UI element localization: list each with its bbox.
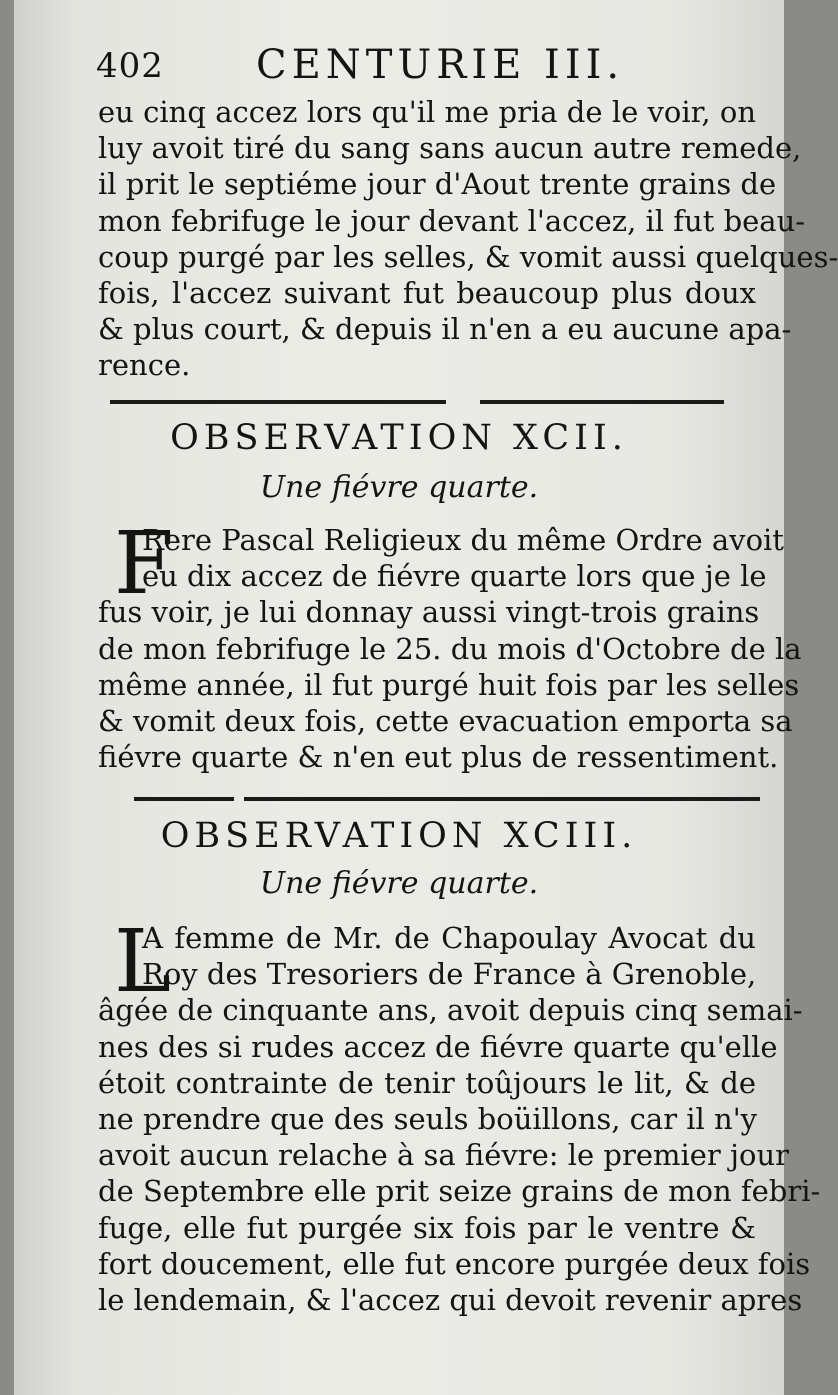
text-line: âgée de cinquante ans, avoit depuis cinq semai- — [98, 993, 803, 1028]
text-line: luy avoit tiré du sang sans aucun autre remede, — [98, 131, 802, 166]
text-line: ne prendre que des seuls boüillons, car il n'y — [98, 1102, 758, 1137]
observation-title: OBSERVATION XCIII. — [160, 816, 638, 856]
text-line: même année, il fut purgé huit fois par les selles — [98, 667, 800, 702]
section-rule — [134, 797, 234, 801]
text-line: étoit contrainte de tenir toûjours le lit, & de — [98, 1065, 756, 1100]
continuation-paragraph — [98, 94, 838, 384]
text-line: rence. — [98, 348, 191, 383]
text-line: fus voir, je lui donnay aussi vingt-trois grains — [98, 595, 760, 630]
text-line: Roy des Tresoriers de France à Grenoble, — [142, 957, 757, 992]
drop-cap: L — [114, 912, 172, 1012]
text-line: eu cinq accez lors qu'il me pria de le voir, on — [98, 95, 756, 129]
text-line: fuge, elle fut purgée six fois par le ventre & — [98, 1210, 756, 1245]
book-page — [14, 0, 838, 1395]
observation-paragraph — [98, 514, 802, 775]
observation-paragraph — [98, 912, 821, 1318]
text-line: & vomit deux fois, cette evacuation emporta sa — [98, 704, 793, 739]
text-line: nes des si rudes accez de fiévre quarte qu'elle — [98, 1029, 778, 1064]
text-line: & plus court, & depuis il n'en a eu aucune apa- — [98, 312, 792, 347]
section-rule — [110, 400, 446, 404]
observation-subtitle: Une fiévre quarte. — [259, 470, 539, 505]
text-line: de Septembre elle prit seize grains de mon febri- — [98, 1174, 821, 1209]
text-line: mon febrifuge le jour devant l'accez, il fut beau- — [98, 203, 806, 238]
drop-cap: F — [114, 514, 174, 614]
text-line: fois, l'accez suivant fut beaucoup plus doux — [98, 276, 756, 311]
text-line: le lendemain, & l'accez qui devoit revenir apres — [98, 1283, 803, 1318]
section-rule — [244, 797, 760, 801]
observation-subtitle: Une fiévre quarte. — [259, 866, 539, 901]
text-line: coup purgé par les selles, & vomit aussi quelques- — [98, 239, 838, 274]
text-line: avoit aucun relache à sa fiévre: le premier jour — [98, 1138, 790, 1173]
text-line: A femme de Mr. de Chapoulay Avocat du — [142, 921, 756, 955]
page-header — [96, 38, 776, 94]
text-line: eu dix accez de fiévre quarte lors que je le — [142, 559, 767, 594]
section-rule — [480, 400, 724, 404]
text-line: fort doucement, elle fut encore purgée deux fois — [98, 1246, 811, 1281]
text-line: de mon febrifuge le 25. du mois d'Octobre de la — [98, 631, 802, 666]
text-line: il prit le septiéme jour d'Aout trente grains de — [98, 167, 777, 202]
page-number: 402 — [96, 46, 164, 86]
text-line: Rere Pascal Religieux du même Ordre avoit — [142, 523, 784, 557]
running-head: CENTURIE III. — [256, 42, 625, 88]
text-line: fiévre quarte & n'en eut plus de ressentiment. — [98, 740, 779, 775]
observation-title: OBSERVATION XCII. — [170, 418, 628, 458]
